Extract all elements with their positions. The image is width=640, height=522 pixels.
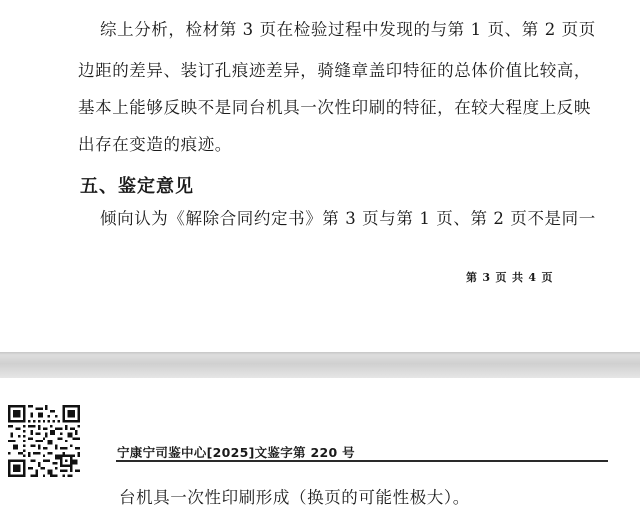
section-heading-opinion: 五、鉴定意见 xyxy=(80,176,194,197)
page-separator xyxy=(0,352,640,378)
header-rule xyxy=(116,460,608,462)
opinion-line: 倾向认为《解除合同约定书》第 3 页与第 1 页、第 2 页不是同一 xyxy=(100,209,596,228)
document-page-4 xyxy=(0,378,640,522)
analysis-paragraph-line-4: 出存在变造的痕迹。 xyxy=(78,135,232,154)
opinion-continuation-line: 台机具一次性印刷形成（换页的可能性极大）。 xyxy=(119,488,470,507)
document-number: 宁康宁司鉴中心[2025]文鉴字第 220 号 xyxy=(117,445,355,460)
analysis-paragraph-line-2: 边距的差异、装订孔痕迹差异，骑缝章盖印特征的总体价值比较高， xyxy=(78,61,591,80)
analysis-paragraph-line-1: 综上分析，检材第 3 页在检验过程中发现的与第 1 页、第 2 页页 xyxy=(100,20,596,39)
analysis-paragraph-line-3: 基本上能够反映不是同台机具一次性印刷的特征，在较大程度上反映 xyxy=(78,98,591,117)
page-number: 第 3 页 共 4 页 xyxy=(466,271,554,284)
qr-code-icon xyxy=(8,405,80,477)
